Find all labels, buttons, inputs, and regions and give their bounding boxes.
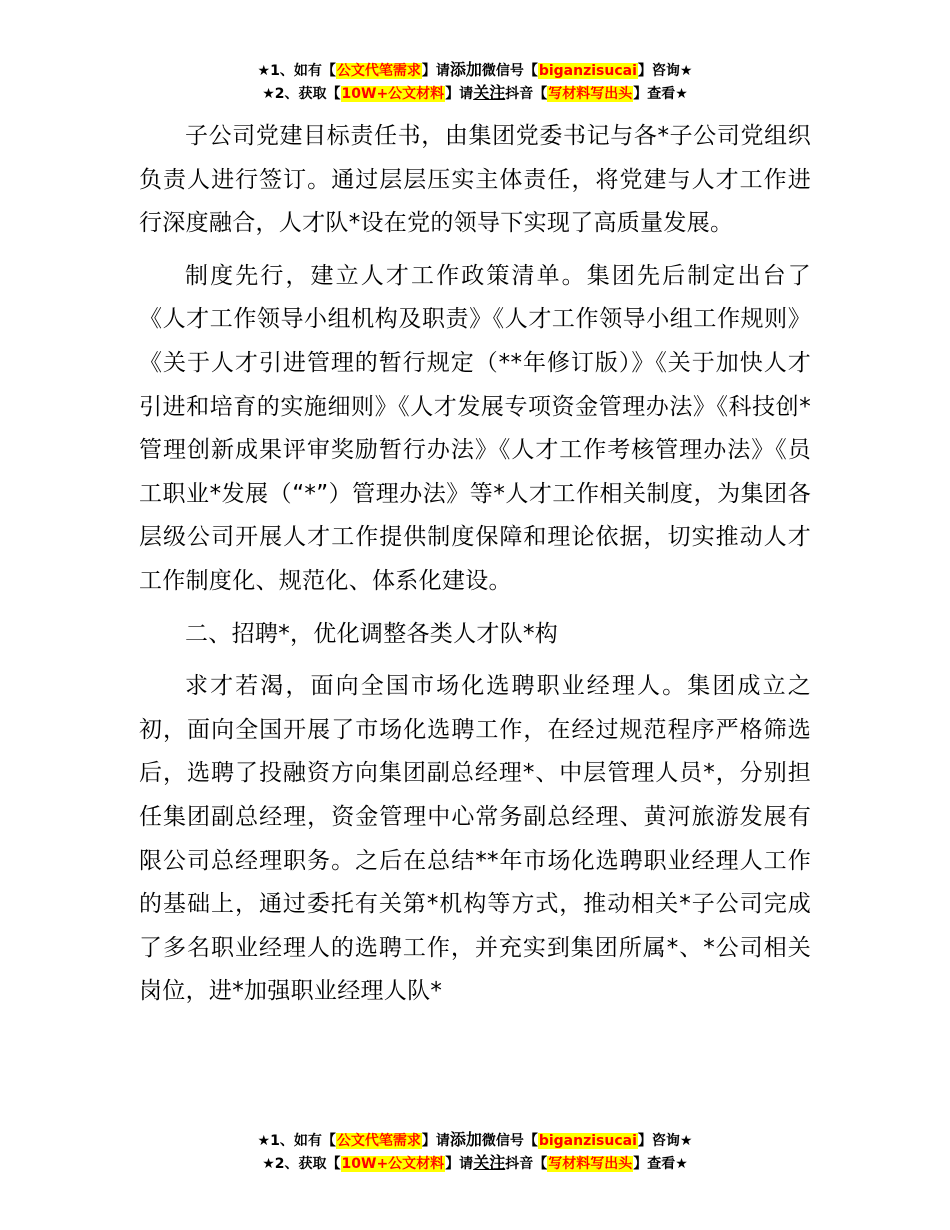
promo-text: 】咨询 bbox=[637, 1133, 680, 1149]
promo-emphasis: 添加 bbox=[449, 1130, 482, 1149]
paragraph: 制度先行，建立人才工作政策清单。集团先后制定出台了《人才工作领导小组机构及职责》《人才工作领导小组工作规则》《关于人才引进管理的暂行规定（**年修订版）》《关于加快人才引进和培育的实施细则》《人才发展专项资金管理办法》《科技创*管理创新成果评审奖励暂行办法》《人才工作考核管理办法》《员工职业*发展（“*”）管理办法》等*人才工作相关制度，为集团各层级公司开展人才工作提供制度保障和理论依据，切实推动人才工作制度化、规范化、体系化建设。 bbox=[139, 262, 811, 594]
promo-text: 微信号【 bbox=[481, 63, 538, 79]
star-icon: ★ bbox=[679, 1133, 693, 1149]
star-icon: ★ bbox=[257, 1133, 271, 1149]
promo-highlight: 公文代笔需求 bbox=[336, 1133, 421, 1149]
promo-highlight: 公文代笔需求 bbox=[336, 63, 421, 79]
wechat-id-highlight: biganzisucai bbox=[538, 63, 637, 79]
douyin-id-highlight: 写材料写出头 bbox=[548, 1156, 633, 1172]
star-icon: ★ bbox=[675, 86, 688, 102]
promo-text: 】请 bbox=[421, 1133, 450, 1149]
star-icon: ★ bbox=[257, 63, 271, 79]
promo-text: 抖音【 bbox=[505, 1156, 548, 1172]
promo-line-1 bbox=[0, 59, 950, 82]
promo-text: 】咨询 bbox=[637, 63, 680, 79]
promo-emphasis: 关注 bbox=[473, 83, 506, 102]
document-body bbox=[139, 115, 811, 1023]
promo-text: 抖音【 bbox=[505, 86, 548, 102]
promo-text: 1、如有【 bbox=[270, 63, 336, 79]
promo-highlight: 10W+公文材料 bbox=[341, 1156, 445, 1172]
promo-emphasis: 添加 bbox=[449, 60, 482, 79]
promo-text: 微信号【 bbox=[481, 1133, 538, 1149]
promo-text: 2、获取【 bbox=[274, 1156, 341, 1172]
promo-line-2 bbox=[0, 82, 950, 105]
promo-line-2 bbox=[0, 1152, 950, 1175]
promo-text: 2、获取【 bbox=[274, 86, 341, 102]
promo-text: 1、如有【 bbox=[270, 1133, 336, 1149]
promo-text: 】请 bbox=[445, 86, 474, 102]
promo-highlight: 10W+公文材料 bbox=[341, 86, 445, 102]
promo-text: 】请 bbox=[445, 1156, 474, 1172]
wechat-id-highlight: biganzisucai bbox=[538, 1133, 637, 1149]
star-icon: ★ bbox=[675, 1156, 688, 1172]
promo-line-1 bbox=[0, 1129, 950, 1152]
promo-text: 】请 bbox=[421, 63, 450, 79]
promo-banner-top bbox=[0, 59, 950, 105]
promo-text: 】查看 bbox=[633, 1156, 676, 1172]
promo-banner-bottom bbox=[0, 1129, 950, 1175]
paragraph: 求才若渴，面向全国市场化选聘职业经理人。集团成立之初，面向全国开展了市场化选聘工作，在经过规范程序严格筛选后，选聘了投融资方向集团副总经理*、中层管理人员*，分别担任集团副总经理，资金管理中心常务副总经理、黄河旅游发展有限公司总经理职务。之后在总结**年市场化选聘职业经理人工作的基础上，通过委托有关第*机构等方式，推动相关*子公司完成了多名职业经理人的选聘工作，并充实到集团所属*、*公司相关岗位，进*加强职业经理人队* bbox=[139, 673, 811, 1005]
star-icon: ★ bbox=[262, 1156, 275, 1172]
promo-text: 】查看 bbox=[633, 86, 676, 102]
star-icon: ★ bbox=[679, 63, 693, 79]
paragraph: 子公司党建目标责任书，由集团党委书记与各*子公司党组织负责人进行签订。通过层层压实主体责任，将党建与人才工作进行深度融合，人才队*设在党的领导下实现了高质量发展。 bbox=[139, 123, 811, 237]
star-icon: ★ bbox=[262, 86, 275, 102]
section-heading: 二、招聘*，优化调整各类人才队*构 bbox=[185, 620, 559, 647]
promo-emphasis: 关注 bbox=[473, 1153, 506, 1172]
douyin-id-highlight: 写材料写出头 bbox=[548, 86, 633, 102]
